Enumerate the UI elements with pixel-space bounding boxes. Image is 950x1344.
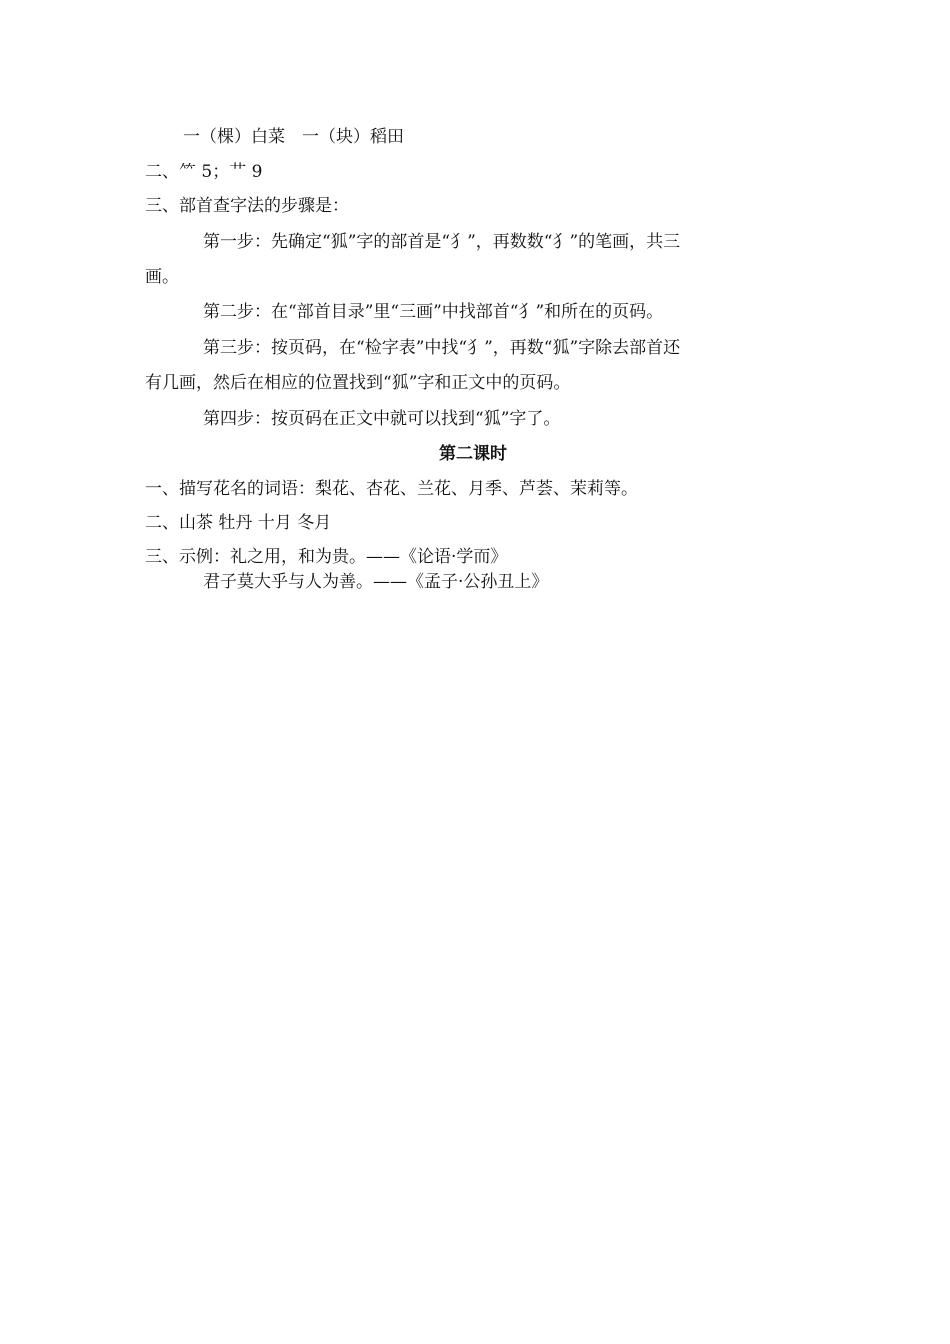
step-3-line-1: 第三步：按页码，在“检字表”中找“犭”，再数“狐”字除去部首还 xyxy=(203,338,681,358)
lesson2-q3-line-2: 君子莫大乎与人为善。——《孟子·公孙丑上》 xyxy=(203,572,549,592)
lesson2-q2: 二、山茶 牡丹 十月 冬月 xyxy=(145,513,332,533)
step-1-line-2: 画。 xyxy=(145,267,179,287)
section-heading-lesson-2: 第二课时 xyxy=(439,444,507,464)
step-4: 第四步：按页码在正文中就可以找到“狐”字了。 xyxy=(203,409,561,429)
answer-q3-intro: 三、部首查字法的步骤是： xyxy=(145,196,349,216)
lesson2-q1: 一、描写花名的词语：梨花、杏花、兰花、月季、芦荟、茉莉等。 xyxy=(145,479,638,499)
answer-q2-radicals: 二、⺮ 5；艹 9 xyxy=(145,162,263,182)
lesson2-q3-line-1: 三、示例：礼之用，和为贵。——《论语·学而》 xyxy=(145,547,508,567)
answer-measure-words: 一（棵）白菜 一（块）稻田 xyxy=(183,127,404,147)
step-3-line-2: 有几画，然后在相应的位置找到“狐”字和正文中的页码。 xyxy=(145,373,571,393)
step-1-line-1: 第一步：先确定“狐”字的部首是“犭”，再数数“犭”的笔画，共三 xyxy=(203,232,681,252)
step-2: 第二步：在“部首目录”里“三画”中找部首“犭”和所在的页码。 xyxy=(203,302,664,322)
